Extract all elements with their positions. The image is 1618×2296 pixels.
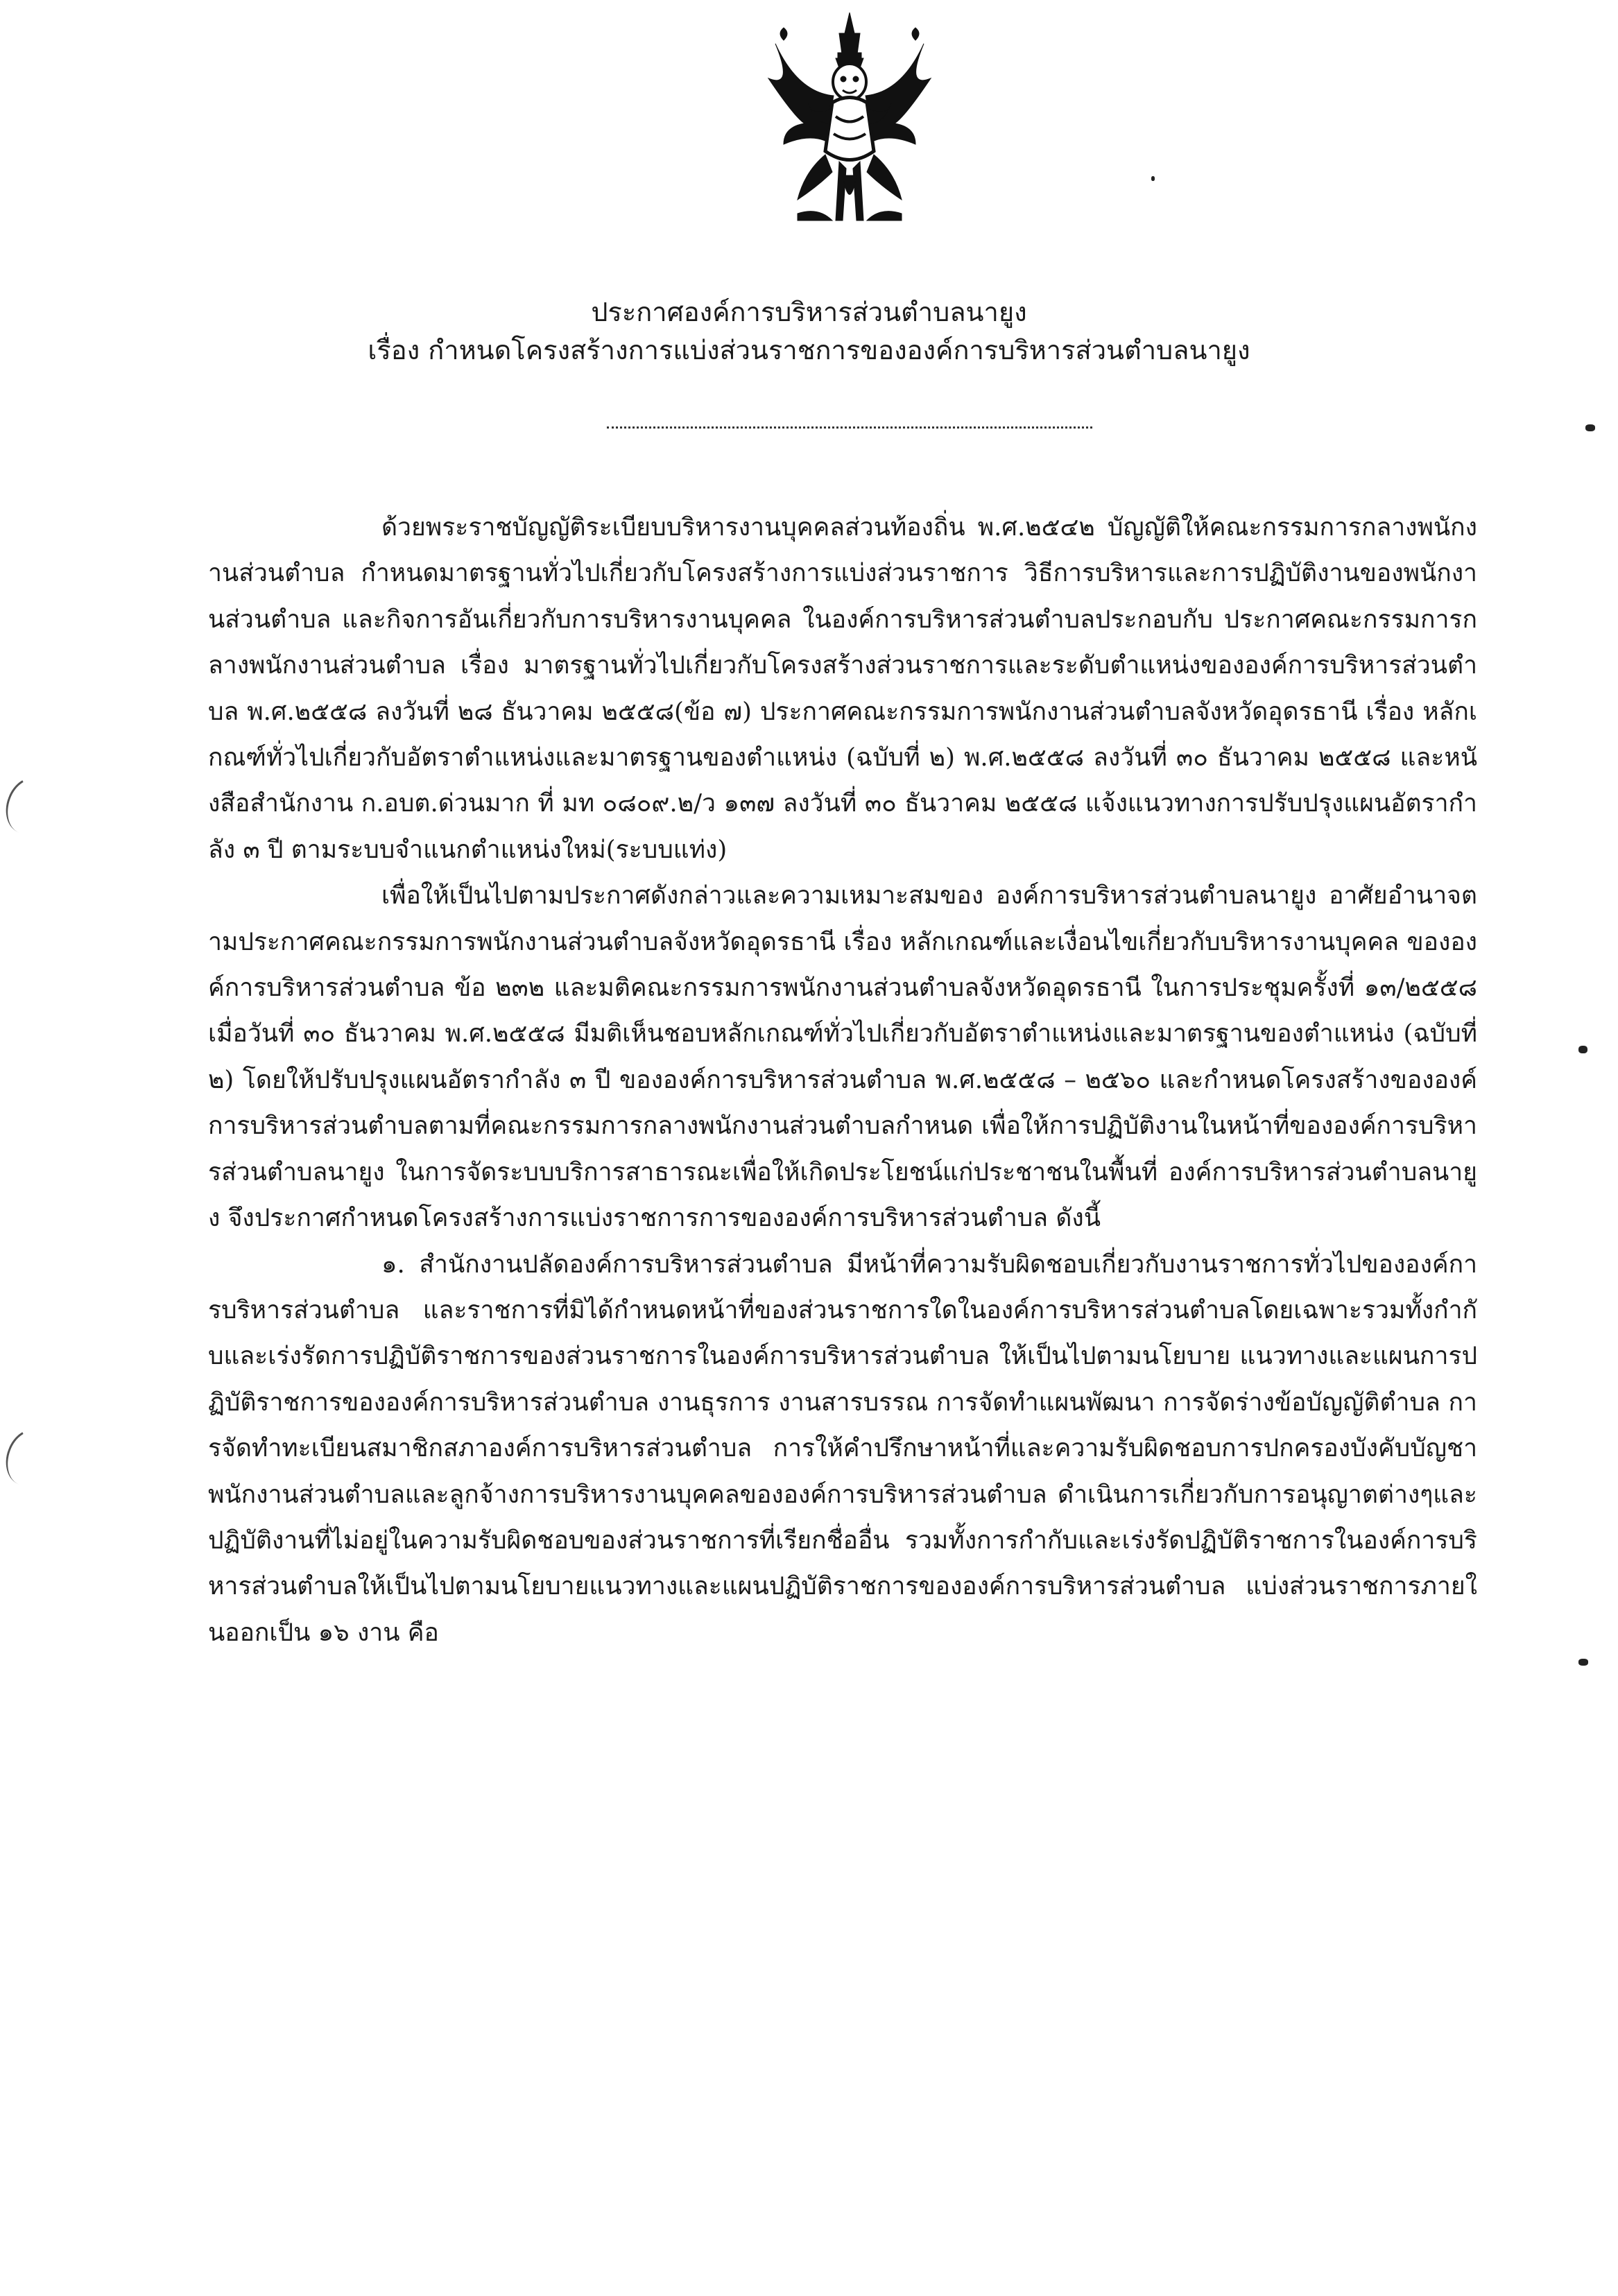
body-paragraph-2: เพื่อให้เป็นไปตามประกาศดังกล่าวและความเหมาะสมของ องค์การบริหารส่วนตำบลนายูง อาศัยอำนาจตามประกาศคณะกรรมการพนักงานส่วนตำบลจังหวัดอุดรธานี เรื่อง หลักเกณฑ์และเงื่อนไขเกี่ยวกับบริหารงานบุคคล ขององค์การบริหารส่วนตำบล ข้อ ๒๓๒ และมติคณะกรรมการพนักงานส่วนตำบลจังหวัดอุดรธานี ในการประชุมครั้งที่ ๑๓/๒๕๕๘ เมื่อวันที่ ๓๐ ธันวาคม พ.ศ.๒๕๕๘ มีมติเห็นชอบหลักเกณฑ์ทั่วไปเกี่ยวกับอัตราตำแหน่งและมาตรฐานของตำแหน่ง (ฉบับที่ ๒) โดยให้ปรับปรุงแผนอัตรากำลัง ๓ ปี ขององค์การบริหารส่วนตำบล พ.ศ.๒๕๕๘ – ๒๕๖๐ และกำหนดโครงสร้างขององค์การบริหารส่วนตำบลตามที่คณะกรรมการกลางพนักงานส่วนตำบลกำหนด เพื่อให้การปฏิบัติงานในหน้าที่ขององค์การบริหารส่วนตำบลนายูง ในการจัดระบบบริการสาธารณะเพื่อให้เกิดประโยชน์แก่ประชาชนในพื้นที่ องค์การบริหารส่วนตำบลนายูง จึงประกาศกำหนดโครงสร้างการแบ่งราชการการขององค์การบริหารส่วนตำบล ดังนี้ [208, 881, 1477, 1233]
punch-hole-mark [0, 1423, 59, 1492]
scan-speck [1578, 1659, 1588, 1666]
scan-speck [1578, 1046, 1587, 1053]
body-paragraph-3: ๑. สำนักงานปลัดองค์การบริหารส่วนตำบล มีหน้าที่ความรับผิดชอบเกี่ยวกับงานราชการทั่วไปขององค์การบริหารส่วนตำบล และราชการที่มิได้กำหนดหน้าที่ของส่วนราชการใดในองค์การบริหารส่วนตำบลโดยเฉพาะรวมทั้งกำกับและเร่งรัดการปฏิบัติราชการของส่วนราชการในองค์การบริหารส่วนตำบล ให้เป็นไปตามนโยบาย แนวทางและแผนการปฏิบัติราชการขององค์การบริหารส่วนตำบล งานธุรการ งานสารบรรณ การจัดทำแผนพัฒนา การจัดร่างข้อบัญญัติตำบล การจัดทำทะเบียนสมาชิกสภาองค์การบริหารส่วนตำบล การให้คำปรึกษาหน้าที่และความรับผิดชอบการปกครองบังคับบัญชาพนักงานส่วนตำบลและลูกจ้างการบริหารงานบุคคลขององค์การบริหารส่วนตำบล ดำเนินการเกี่ยวกับการอนุญาตต่างๆและปฏิบัติงานที่ไม่อยู่ในความรับผิดชอบของส่วนราชการที่เรียกชื่ออื่น รวมทั้งการกำกับและเร่งรัดปฏิบัติราชการในองค์การบริหารส่วนตำบลให้เป็นไปตามนโยบายแนวทางและแผนปฏิบัติราชการขององค์การบริหารส่วนตำบล แบ่งส่วนราชการภายในออกเป็น ๑๖ งาน คือ [208, 1250, 1477, 1647]
body-paragraph-1: ด้วยพระราชบัญญัติระเบียบบริหารงานบุคคลส่วนท้องถิ่น พ.ศ.๒๕๔๒ บัญญัติให้คณะกรรมการกลางพนักงานส่วนตำบล กำหนดมาตรฐานทั่วไปเกี่ยวกับโครงสร้างการแบ่งส่วนราชการ วิธีการบริหารและการปฏิบัติงานของพนักงานส่วนตำบล และกิจการอันเกี่ยวกับการบริหารงานบุคคล ในองค์การบริหารส่วนตำบลประกอบกับ ประกาศคณะกรรมการกลางพนักงานส่วนตำบล เรื่อง มาตรฐานทั่วไปเกี่ยวกับโครงสร้างส่วนราชการและระดับตำแหน่งขององค์การบริหารส่วนตำบล พ.ศ.๒๕๕๘ ลงวันที่ ๒๘ ธันวาคม ๒๕๕๘(ข้อ ๗) ประกาศคณะกรรมการพนักงานส่วนตำบลจังหวัดอุดรธานี เรื่อง หลักเกณฑ์ทั่วไปเกี่ยวกับอัตราตำแหน่งและมาตรฐานของตำแหน่ง (ฉบับที่ ๒) พ.ศ.๒๕๕๘ ลงวันที่ ๓๐ ธันวาคม ๒๕๕๘ และหนังสือสำนักงาน ก.อบต.ด่วนมาก ที่ มท ๐๘๐๙.๒/ว ๑๓๗ ลงวันที่ ๓๐ ธันวาคม ๒๕๕๘ แจ้งแนวทางการปรับปรุงแผนอัตรากำลัง ๓ ปี ตามระบบจำแนกตำแหน่งใหม่(ระบบแท่ง) [208, 513, 1477, 864]
document-body [208, 505, 1477, 1656]
punch-hole-mark [0, 771, 59, 840]
scan-speck [1151, 176, 1155, 181]
announcement-title: ประกาศองค์การบริหารส่วนตำบลนายูง [591, 297, 1027, 327]
dotted-divider [607, 426, 1092, 429]
announcement-subject: เรื่อง กำหนดโครงสร้างการแบ่งส่วนราชการขององค์การบริหารส่วนตำบลนายูง [368, 335, 1250, 365]
garuda-emblem-icon [756, 12, 943, 234]
scan-speck [1585, 424, 1595, 431]
